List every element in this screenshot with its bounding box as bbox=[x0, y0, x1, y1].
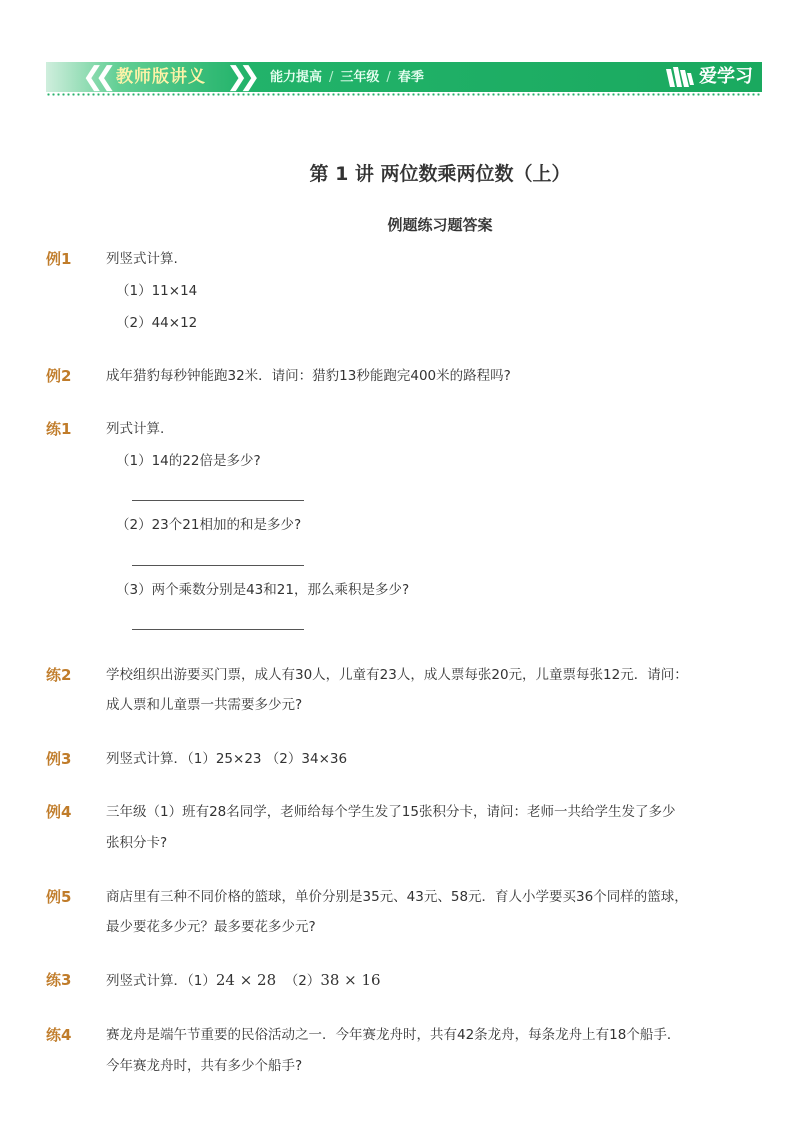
dotted-divider bbox=[46, 93, 762, 96]
sub-question: （3）两个乘数分别是43和21，那么乘积是多少? bbox=[116, 582, 410, 598]
sub-question: （2）23个21相加的和是多少? bbox=[116, 517, 302, 533]
breadcrumb-term: 春季 bbox=[397, 70, 424, 85]
problem-mid: （2） bbox=[284, 973, 321, 989]
logo-text: 爱学习 bbox=[699, 66, 753, 87]
problem-label: 练1 bbox=[46, 420, 72, 438]
double-chevron-left-icon: ❮❮ bbox=[82, 62, 108, 92]
answer-blank[interactable] bbox=[132, 629, 304, 630]
problem-text-line: 今年赛龙舟时，共有多少个船手? bbox=[106, 1058, 303, 1074]
problem-text-line: 最少要花多少元？最多要花多少元? bbox=[106, 919, 316, 935]
header-banner bbox=[46, 62, 762, 96]
problem-label: 练2 bbox=[46, 666, 72, 684]
problem-text: 列竖式计算. bbox=[106, 251, 178, 267]
breadcrumb bbox=[270, 69, 424, 87]
breadcrumb-level: 能力提高 bbox=[270, 70, 323, 85]
problem-text-line: 成人票和儿童票一共需要多少元? bbox=[106, 697, 303, 713]
problem-text-line: 张积分卡? bbox=[106, 835, 168, 851]
problem-label: 练4 bbox=[46, 1026, 72, 1044]
breadcrumb-separator: / bbox=[329, 70, 334, 85]
breadcrumb-separator: / bbox=[386, 70, 391, 85]
math-expression: 38 × 16 bbox=[320, 971, 381, 989]
problem-text: 成年猎豹每秒钟能跑32米．请问：猎豹13秒能跑完400米的路程吗? bbox=[106, 368, 511, 384]
math-expression: 24 × 28 bbox=[215, 971, 277, 989]
problem-text: 列竖式计算．（1）25×23 （2）34×36 bbox=[106, 751, 348, 767]
problem-label: 练3 bbox=[46, 971, 72, 989]
answer-blank[interactable] bbox=[132, 500, 304, 501]
lecture-title: 第 1 讲 两位数乘两位数（上） bbox=[309, 163, 571, 185]
breadcrumb-grade: 三年级 bbox=[340, 70, 380, 85]
sub-question: （2）44×12 bbox=[116, 315, 198, 331]
problem-text-line: 商店里有三种不同价格的篮球，单价分别是35元、43元、58元．育人小学要买36个同样的篮球， bbox=[106, 889, 688, 905]
problem-label: 例1 bbox=[46, 250, 72, 268]
problem-label: 例2 bbox=[46, 367, 72, 385]
problem-text-line: 赛龙舟是端午节重要的民俗活动之一．今年赛龙舟时，共有42条龙舟，每条龙舟上有18个船手． bbox=[106, 1027, 681, 1043]
problem-text-line: 学校组织出游要买门票，成人有30人，儿童有23人，成人票每张20元，儿童票每张12元．请问： bbox=[106, 667, 688, 683]
answer-blank[interactable] bbox=[132, 565, 304, 566]
problem-text bbox=[106, 969, 381, 992]
sub-question: （1）14的22倍是多少? bbox=[116, 453, 261, 469]
logo-mark-icon bbox=[663, 64, 695, 90]
problem-text-line: 三年级（1）班有28名同学，老师给每个学生发了15张积分卡，请问：老师一共给学生发了多少 bbox=[106, 804, 676, 820]
problem-text: 列式计算. bbox=[106, 421, 165, 437]
section-title: 例题练习题答案 bbox=[387, 216, 493, 234]
sub-question: （1）11×14 bbox=[116, 283, 198, 299]
problem-label: 例3 bbox=[46, 750, 72, 768]
double-chevron-right-icon: ❯❯ bbox=[226, 62, 252, 92]
brand-label: 教师版讲义 bbox=[116, 67, 206, 87]
problem-prefix: 列竖式计算．（1） bbox=[106, 973, 216, 989]
problem-label: 例4 bbox=[46, 803, 72, 821]
problem-label: 例5 bbox=[46, 888, 72, 906]
